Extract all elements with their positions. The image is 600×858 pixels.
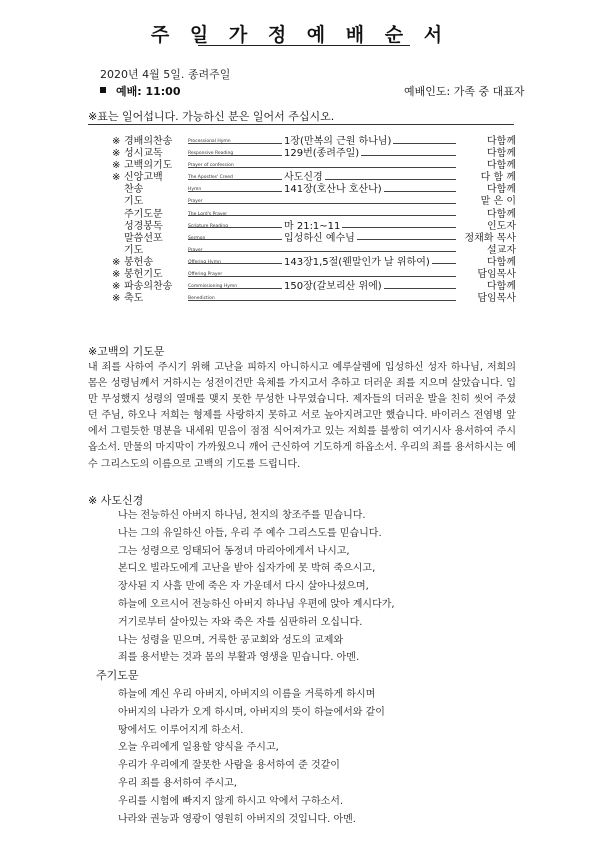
order-leader-line <box>188 276 456 277</box>
order-row <box>112 245 516 257</box>
lords-prayer-heading: 주기도문 <box>96 669 139 682</box>
creed-line: 거기로부터 살아있는 자와 죽은 자를 심판하러 오십니다. <box>118 616 363 628</box>
service-time-text: 예배: 11:00 <box>116 85 181 98</box>
order-mark: ※ <box>112 160 121 172</box>
service-leader: 예배인도: 가족 중 대표자 <box>404 85 525 98</box>
order-leader-line <box>188 167 456 168</box>
order-label: 주기도문 <box>124 208 163 220</box>
confession-text: 내 죄를 사하여 주시기 위해 고난을 피하지 아니하시고 예루살렘에 입성하신 성자 하나님, 저희의 몸은 성령님께서 거하시는 성전이건만 육체를 가지고서 추하고 더러운 죄를 지으며 살았습니다. 입만 무성했지 성령의 열매를 맺지 못한 무성한 나무였습니다. 제자들의 더러운 발을 친히 씻어 주셨던 주님, 하오나 저희는 형제를 사랑하지 못하고 서로 높아지려고만 했습니다. 바이러스 전염병 앞에서 그럴듯한 명분을 내세워 믿음이 점점 식어져가고 있는 저희를 불쌍히 여기시사 용서하여 주시옵소서. 만물의 마지막이 가까웠으니 깨어 근신하여 기도하게 하옵소서. 우리의 죄를 용서하시는 예수 그리스도의 이름으로 고백의 기도를 드립니다. <box>88 362 516 470</box>
order-row <box>112 136 516 148</box>
order-english: The Apostles' Creed <box>188 175 233 181</box>
order-responsible: 설교자 <box>487 244 516 256</box>
creed-line: 하늘에 오르시어 전능하신 아버지 하나님 우편에 앉아 계시다가, <box>118 598 395 610</box>
order-leader-line <box>188 215 456 216</box>
order-english: Prayer of confession <box>188 163 234 169</box>
order-responsible: 다함께 <box>487 281 516 293</box>
order-leader-line <box>188 251 456 252</box>
order-content: 사도신경 <box>284 172 323 184</box>
order-leader-line <box>188 203 456 204</box>
order-label: 기도 <box>124 244 144 256</box>
order-mark: ※ <box>112 293 121 305</box>
order-english: Hymn <box>188 187 202 193</box>
lords-prayer-line: 우리 죄를 용서하여 주시고, <box>118 777 237 789</box>
creed-line: 장사된 지 사흘 만에 죽은 자 가운데서 다시 살아나셨으며, <box>118 581 369 593</box>
order-responsible: 다함께 <box>487 148 516 160</box>
order-of-service <box>112 136 516 305</box>
order-responsible: 인도자 <box>487 220 516 232</box>
order-english: Scripture Reading <box>188 223 229 229</box>
creed-line: 나는 그의 유일하신 아들, 우리 주 예수 그리스도를 믿습니다. <box>118 527 382 539</box>
order-row <box>112 196 516 208</box>
service-time <box>100 83 181 99</box>
order-responsible: 담임목사 <box>477 293 516 305</box>
order-row <box>112 184 516 196</box>
order-english: Offering Hymn <box>188 259 221 265</box>
order-label: 축도 <box>124 293 144 305</box>
order-mark: ※ <box>112 172 121 184</box>
order-label: 경배의찬송 <box>124 136 173 147</box>
lords-prayer-line: 하늘에 계신 우리 아버지, 아버지의 이름을 거룩하게 하시며 <box>118 689 376 700</box>
order-content: 143장1,5절(웬말인가 날 위하여) <box>284 256 430 268</box>
order-label: 말씀선포 <box>124 232 163 244</box>
order-label: 파송의찬송 <box>124 281 173 293</box>
lords-prayer-line: 땅에서도 이루어지게 하소서. <box>118 724 244 736</box>
lords-prayer-line: 우리가 우리에게 잘못한 사람을 용서하여 준 것같이 <box>118 760 340 772</box>
order-mark: ※ <box>112 269 121 281</box>
order-responsible: 다함께 <box>487 208 516 220</box>
order-content: 129번(종려주일) <box>284 148 360 160</box>
order-label: 찬송 <box>124 184 144 196</box>
order-responsible: 담임목사 <box>477 269 516 281</box>
order-english: Responsive Reading <box>188 151 234 157</box>
lords-prayer-lines <box>118 686 385 828</box>
order-label: 봉헌기도 <box>124 269 163 281</box>
order-label: 성경봉독 <box>124 220 163 232</box>
creed-line: 나는 성령을 믿으며, 거룩한 공교회와 성도의 교제와 <box>118 634 344 646</box>
creed-line: 본디오 빌라도에게 고난을 받아 십자가에 못 박혀 죽으시고, <box>118 563 376 575</box>
square-bullet-icon <box>100 87 106 93</box>
order-row <box>112 160 516 172</box>
order-responsible: 다함께 <box>487 184 516 196</box>
order-mark: ※ <box>112 256 121 268</box>
order-responsible: 다함께 <box>487 256 516 268</box>
order-content: 141장(호산나 호산나) <box>284 184 382 196</box>
order-label: 기도 <box>124 196 144 208</box>
order-label: 봉헌송 <box>124 256 153 268</box>
order-english: Offering Prayer <box>188 272 223 278</box>
standing-notice: ※표는 일어섭니다. 가능하신 분은 일어서 주십시오. <box>88 110 335 123</box>
confession-heading: ※고백의 기도문 <box>88 345 165 358</box>
order-row <box>112 172 516 184</box>
order-label: 고백의기도 <box>124 160 173 172</box>
order-mark: ※ <box>112 281 121 293</box>
order-label: 성시교독 <box>124 148 163 160</box>
order-responsible: 다함께 <box>487 136 516 147</box>
order-row <box>112 233 516 245</box>
lords-prayer-line: 나라와 권능과 영광이 영원히 아버지의 것입니다. 아멘. <box>118 813 356 825</box>
order-responsible: 맡 은 이 <box>480 196 516 208</box>
lords-prayer-line: 우리를 시험에 빠지지 않게 하시고 악에서 구하소서. <box>118 795 344 807</box>
order-content: 마 21:1~11 <box>284 220 341 232</box>
order-row <box>112 281 516 293</box>
order-leader-line <box>188 300 456 301</box>
creed-heading: ※ 사도신경 <box>88 494 144 507</box>
creed-line: 그는 성령으로 잉태되어 동정녀 마리아에게서 나시고, <box>118 545 350 557</box>
order-mark: ※ <box>112 136 121 147</box>
order-content: 150장(갈보리산 위에) <box>284 281 382 293</box>
title-underline <box>198 45 410 46</box>
creed-lines <box>118 507 395 667</box>
order-row <box>112 257 516 269</box>
order-row <box>112 269 516 281</box>
notice-divider <box>88 124 514 125</box>
order-english: Benediction <box>188 296 215 302</box>
creed-line: 나는 전능하신 아버지 하나님, 천지의 창조주를 믿습니다. <box>118 510 366 521</box>
lords-prayer-line: 오늘 우리에게 일용할 양식을 주시고, <box>118 742 279 754</box>
creed-line: 죄를 용서받는 것과 몸의 부활과 영생을 믿습니다. 아멘. <box>118 652 360 664</box>
service-date: 2020년 4월 5일. 종려주일 <box>100 68 231 81</box>
lords-prayer-line: 아버지의 나라가 오게 하시며, 아버지의 뜻이 하늘에서와 같이 <box>118 706 385 718</box>
order-english: Commissioning Hymn <box>188 284 238 290</box>
order-content: 입성하신 예수님 <box>284 232 355 244</box>
page-title: 주 일 가 정 예 배 순 서 <box>150 24 450 46</box>
order-row <box>112 293 516 305</box>
order-english: The Lord's Prayer <box>188 211 228 217</box>
order-responsible: 다함께 <box>487 160 516 172</box>
order-responsible: 정채화 목사 <box>464 232 516 244</box>
order-row <box>112 209 516 221</box>
order-english: Sermon <box>188 235 206 241</box>
order-content: 1장(만복의 근원 하나님) <box>284 136 392 147</box>
order-english: Prayer <box>188 199 203 205</box>
order-row <box>112 221 516 233</box>
order-mark: ※ <box>112 148 121 160</box>
order-row <box>112 148 516 160</box>
order-english: Prayer <box>188 247 203 253</box>
order-label: 신앙고백 <box>124 172 163 184</box>
order-responsible: 다 함 께 <box>480 172 516 184</box>
order-english: Processional Hymn <box>188 139 231 144</box>
